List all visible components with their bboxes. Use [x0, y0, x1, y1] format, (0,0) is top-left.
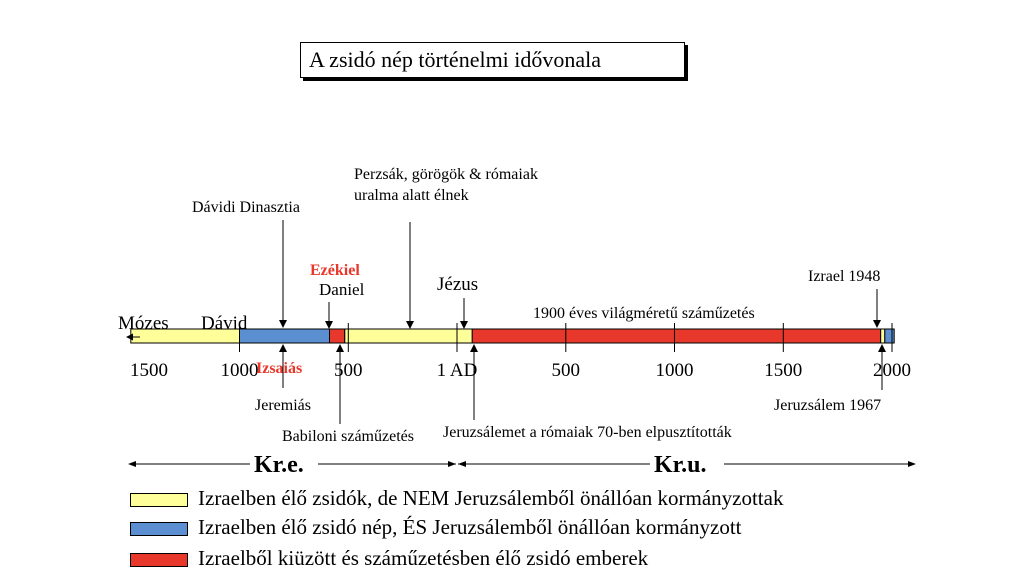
era-ad-arrow-right — [908, 461, 916, 467]
timeline-segment-blue-6 — [885, 329, 894, 343]
era-ad-label: Kr.u. — [654, 452, 707, 478]
daniel-arrowhead — [325, 321, 333, 329]
izrael-1948-arrowhead — [873, 320, 881, 328]
label-jeruzsalem-70: Jeruzsálemet a rómaiak 70-ben elpusztították — [443, 424, 732, 441]
legend-swatch-blue — [130, 522, 188, 536]
label-daniel: Daniel — [319, 280, 365, 299]
label-davidi-dinasztia: Dávidi Dinasztia — [192, 199, 300, 216]
jezus-arrowhead — [460, 321, 468, 329]
label-mozes: Mózes — [118, 313, 169, 334]
era-ad-arrow-left — [458, 461, 466, 467]
legend-text-blue: Izraelben élő zsidó nép, ÉS Jeruzsálemből önállóan kormányzott — [198, 515, 742, 539]
label-jeruzsalem-1967: Jeruzsálem 1967 — [774, 397, 882, 414]
label-1900-szamuzetes: 1900 éves világméretű száműzetés — [533, 305, 755, 322]
legend-swatch-red — [130, 553, 188, 567]
timeline-segment-yellow-3 — [345, 329, 473, 343]
perzsak-arrowhead — [406, 321, 414, 329]
tick-label-5: 1500 — [764, 360, 803, 381]
label-izrael-1948: Izrael 1948 — [808, 268, 881, 285]
jeruzsalem-70-arrowhead — [470, 344, 478, 352]
tick-label-0: 1000 — [220, 360, 259, 381]
tick-label-1: 500 — [334, 360, 363, 381]
era-bc-arrow-right — [448, 461, 456, 467]
era-bc-arrow-left — [128, 461, 136, 467]
tick-label-6: 2000 — [873, 360, 911, 381]
label-jeremias: Jeremiás — [255, 397, 311, 414]
tick-label-2: 1 AD — [436, 360, 478, 381]
timeline-segment-yellow-5 — [881, 329, 885, 343]
izsaias-arrowhead — [279, 344, 287, 352]
tick-label-start: 1500 — [130, 360, 168, 381]
timeline-segment-blue-1 — [240, 329, 330, 343]
label-jezus: Jézus — [437, 274, 479, 295]
label-ezekiel: Ezékiel — [310, 262, 360, 279]
tick-labels — [221, 360, 912, 381]
diagram-title: A zsidó nép történelmi idővonala — [309, 47, 602, 72]
label-perzsak-1: Perzsák, görögök & rómaiak — [354, 166, 538, 183]
timeline-segment-red-2 — [330, 329, 345, 343]
legend-text-red: Izraelből kiüzött és száműzetésben élő zsidó emberek — [198, 546, 649, 570]
label-david: Dávid — [201, 313, 248, 334]
timeline-segment-red-4 — [472, 329, 881, 343]
davidi-dinasztia-arrowhead — [279, 320, 287, 328]
jeruzsalem-1967-arrowhead — [878, 344, 886, 352]
label-babiloni: Babiloni száműzetés — [282, 428, 414, 445]
babiloni-arrowhead — [336, 344, 344, 352]
legend-swatch-yellow — [130, 493, 188, 507]
tick-label-4: 1000 — [655, 360, 694, 381]
label-perzsak-2: uralma alatt élnek — [354, 187, 469, 204]
legend-text-yellow: Izraelben élő zsidók, de NEM Jeruzsálemből önállóan kormányzottak — [198, 486, 784, 510]
label-izsaias: Izsaiás — [256, 360, 303, 377]
era-bc-label: Kr.e. — [254, 452, 304, 478]
timeline-start-arrow — [126, 334, 133, 341]
tick-label-3: 500 — [551, 360, 581, 381]
